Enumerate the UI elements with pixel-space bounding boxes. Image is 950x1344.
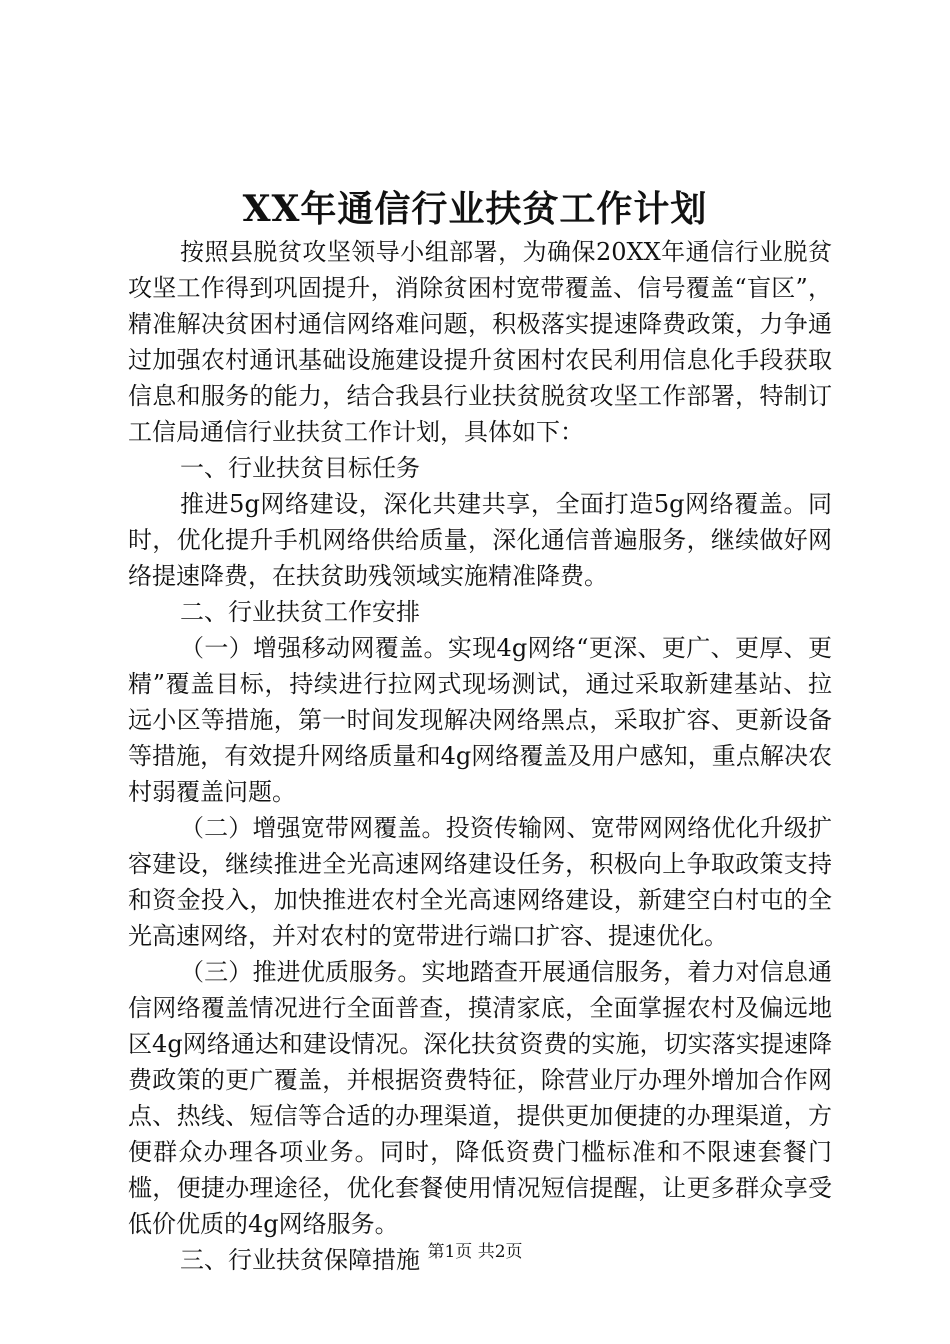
section-heading-goals: 一、行业扶贫目标任务: [180, 454, 420, 482]
section-heading-safeguards: 三、行业扶贫保障措施: [180, 1246, 420, 1274]
goals-paragraph: 推进5g网络建设，深化共建共享，全面打造5g网络覆盖。同时，优化提升手机网络供给质量，深化通信普遍服务，继续做好网络提速降费，在扶贫助残领域实施精准降费。: [128, 490, 832, 590]
section-heading-arrangements: 二、行业扶贫工作安排: [180, 598, 420, 626]
document-body: [128, 234, 832, 1278]
page-number-footer: 第1页 共2页: [427, 1242, 523, 1262]
mobile-coverage-paragraph: （一）增强移动网覆盖。实现4g网络“更深、更广、更厚、更精”覆盖目标，持续进行拉网式现场测试，通过采取新建基站、拉远小区等措施，第一时间发现解决网络黑点，采取扩容、更新设备等措施，有效提升网络质量和4g网络覆盖及用户感知，重点解决农村弱覆盖问题。: [128, 634, 832, 806]
intro-paragraph: 按照县脱贫攻坚领导小组部署，为确保20XX年通信行业脱贫攻坚工作得到巩固提升，消除贫困村宽带覆盖、信号覆盖“盲区”，精准解决贫困村通信网络难问题，积极落实提速降费政策，力争通过加强农村通讯基础设施建设提升贫困村农民利用信息化手段获取信息和服务的能力，结合我县行业扶贫脱贫攻坚工作部署，特制订工信局通信行业扶贫工作计划，具体如下：: [128, 238, 832, 446]
quality-service-paragraph: （三）推进优质服务。实地踏查开展通信服务，着力对信息通信网络覆盖情况进行全面普查，摸清家底，全面掌握农村及偏远地区4g网络通达和建设情况。深化扶贫资费的实施，切实落实提速降费政策的更广覆盖，并根据资费特征，除营业厅办理外增加合作网点、热线、短信等合适的办理渠道，提供更加便捷的办理渠道，方便群众办理各项业务。同时，降低资费门槛标准和不限速套餐门槛，便捷办理途径，优化套餐使用情况短信提醒，让更多群众享受低价优质的4g网络服务。: [128, 958, 832, 1238]
broadband-coverage-paragraph: （二）增强宽带网覆盖。投资传输网、宽带网网络优化升级扩容建设，继续推进全光高速网络建设任务，积极向上争取政策支持和资金投入，加快推进农村全光高速网络建设，新建空白村屯的全光高速网络，并对农村的宽带进行端口扩容、提速优化。: [128, 814, 832, 950]
document-title: XX年通信行业扶贫工作计划: [242, 188, 708, 230]
